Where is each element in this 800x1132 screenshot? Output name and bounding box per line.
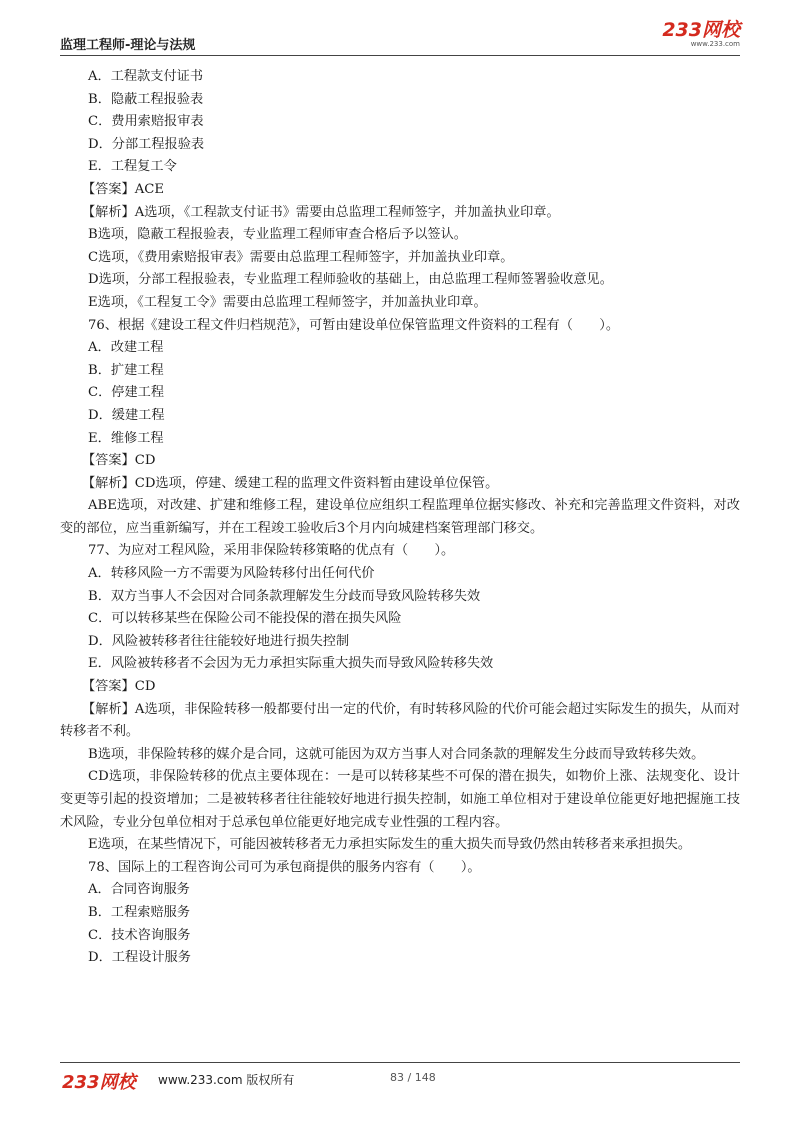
brand-logo <box>644 20 740 50</box>
text-line: B选项，非保险转移的媒介是合同，这就可能因为双方当事人对合同条款的理解发生分歧而导致转移失效。 <box>88 746 705 762</box>
text-line: E．风险被转移者不会因为无力承担实际重大损失而导致风险转移失效 <box>88 656 494 672</box>
text-line: C．技术咨询服务 <box>88 927 191 943</box>
text-line: D．分部工程报验表 <box>88 136 205 152</box>
brand-logo-text: 233网校 <box>662 19 740 41</box>
text-line: B．工程索赔服务 <box>88 904 191 920</box>
text-line: A．工程款支付证书 <box>88 69 204 84</box>
text-line: 【答案】CD <box>82 453 156 469</box>
text-line: 76、根据《建设工程文件归档规范》，可暂由建设单位保管监理文件资料的工程有（ ）。 <box>88 317 620 333</box>
text-line: 78、国际上的工程咨询公司可为承包商提供的服务内容有（ ）。 <box>88 859 481 875</box>
page-header <box>60 0 740 58</box>
footer-divider <box>60 1062 740 1063</box>
text-line: A．转移风险一方不需要为风险转移付出任何代价 <box>88 566 375 582</box>
text-line: 【解析】A选项，非保险转移一般都要付出一定的代价，有时转移风险的代价可能会超过实际发生的损失，从而对转移者不利。 <box>60 701 740 740</box>
document-body <box>60 66 740 970</box>
text-line: 77、为应对工程风险，采用非保险转移策略的优点有（ ）。 <box>88 543 455 559</box>
text-line: B．双方当事人不会因对合同条款理解发生分歧而导致风险转移失效 <box>88 588 481 604</box>
document-title: 监理工程师-理论与法规 <box>60 38 196 53</box>
page-footer <box>60 1062 740 1102</box>
text-line: E选项，在某些情况下，可能因被转移者无力承担实际发生的重大损失而导致仍然由转移者来承担损失。 <box>88 837 692 853</box>
text-line: B选项，隐蔽工程报验表，专业监理工程师审查合格后予以签认。 <box>88 227 467 243</box>
text-line: B．扩建工程 <box>88 362 164 378</box>
text-line: D选项，分部工程报验表，专业监理工程师验收的基础上，由总监理工程师签署验收意见。 <box>88 272 613 288</box>
header-divider <box>60 55 740 56</box>
text-line: E．工程复工令 <box>88 159 177 175</box>
footer-logo: 233网校 <box>62 1072 136 1093</box>
text-line: A．改建工程 <box>88 340 164 356</box>
page-number: 83 / 148 <box>390 1071 436 1084</box>
text-line: A．合同咨询服务 <box>88 882 190 898</box>
text-line: 【答案】CD <box>82 679 156 695</box>
text-line: E选项，《工程复工令》需要由总监理工程师签字，并加盖执业印章。 <box>88 294 487 310</box>
text-line: CD选项，非保险转移的优点主要体现在：一是可以转移某些不可保的潜在损失，如物价上涨、法规变化、设计变更等引起的投资增加；二是被转移者往往能较好地进行损失控制，如施工单位相对于建设单位能更好地把握施工技术风险，专业分包单位相对于总承包单位能更好地完成专业性强的工程内容。 <box>60 769 740 830</box>
text-line: C．可以转移某些在保险公司不能投保的潜在损失风险 <box>88 611 402 627</box>
brand-logo-site: www.233.com <box>690 40 740 48</box>
text-line: 【解析】CD选项，停建、缓建工程的监理文件资料暂由建设单位保管。 <box>82 475 499 491</box>
text-line: C．停建工程 <box>88 385 165 401</box>
text-line: E．维修工程 <box>88 430 164 446</box>
text-line: C．费用索赔报审表 <box>88 114 204 130</box>
text-line: B．隐蔽工程报验表 <box>88 91 204 107</box>
text-line: D．工程设计服务 <box>88 950 191 966</box>
text-line: D．风险被转移者往往能较好地进行损失控制 <box>88 633 350 649</box>
text-line: D．缓建工程 <box>88 407 165 423</box>
text-line: 【解析】A选项，《工程款支付证书》需要由总监理工程师签字，并加盖执业印章。 <box>82 204 560 220</box>
text-line: C选项，《费用索赔报审表》需要由总监理工程师签字，并加盖执业印章。 <box>88 249 514 265</box>
text-line: ABE选项，对改建、扩建和维修工程，建设单位应组织工程监理单位据实修改、补充和完善监理文件资料，对改变的部位，应当重新编写，并在工程竣工验收后3个月内向城建档案管理部门移交。 <box>60 498 740 536</box>
text-line: 【答案】ACE <box>82 181 164 197</box>
footer-copyright: www.233.com 版权所有 <box>158 1073 295 1087</box>
